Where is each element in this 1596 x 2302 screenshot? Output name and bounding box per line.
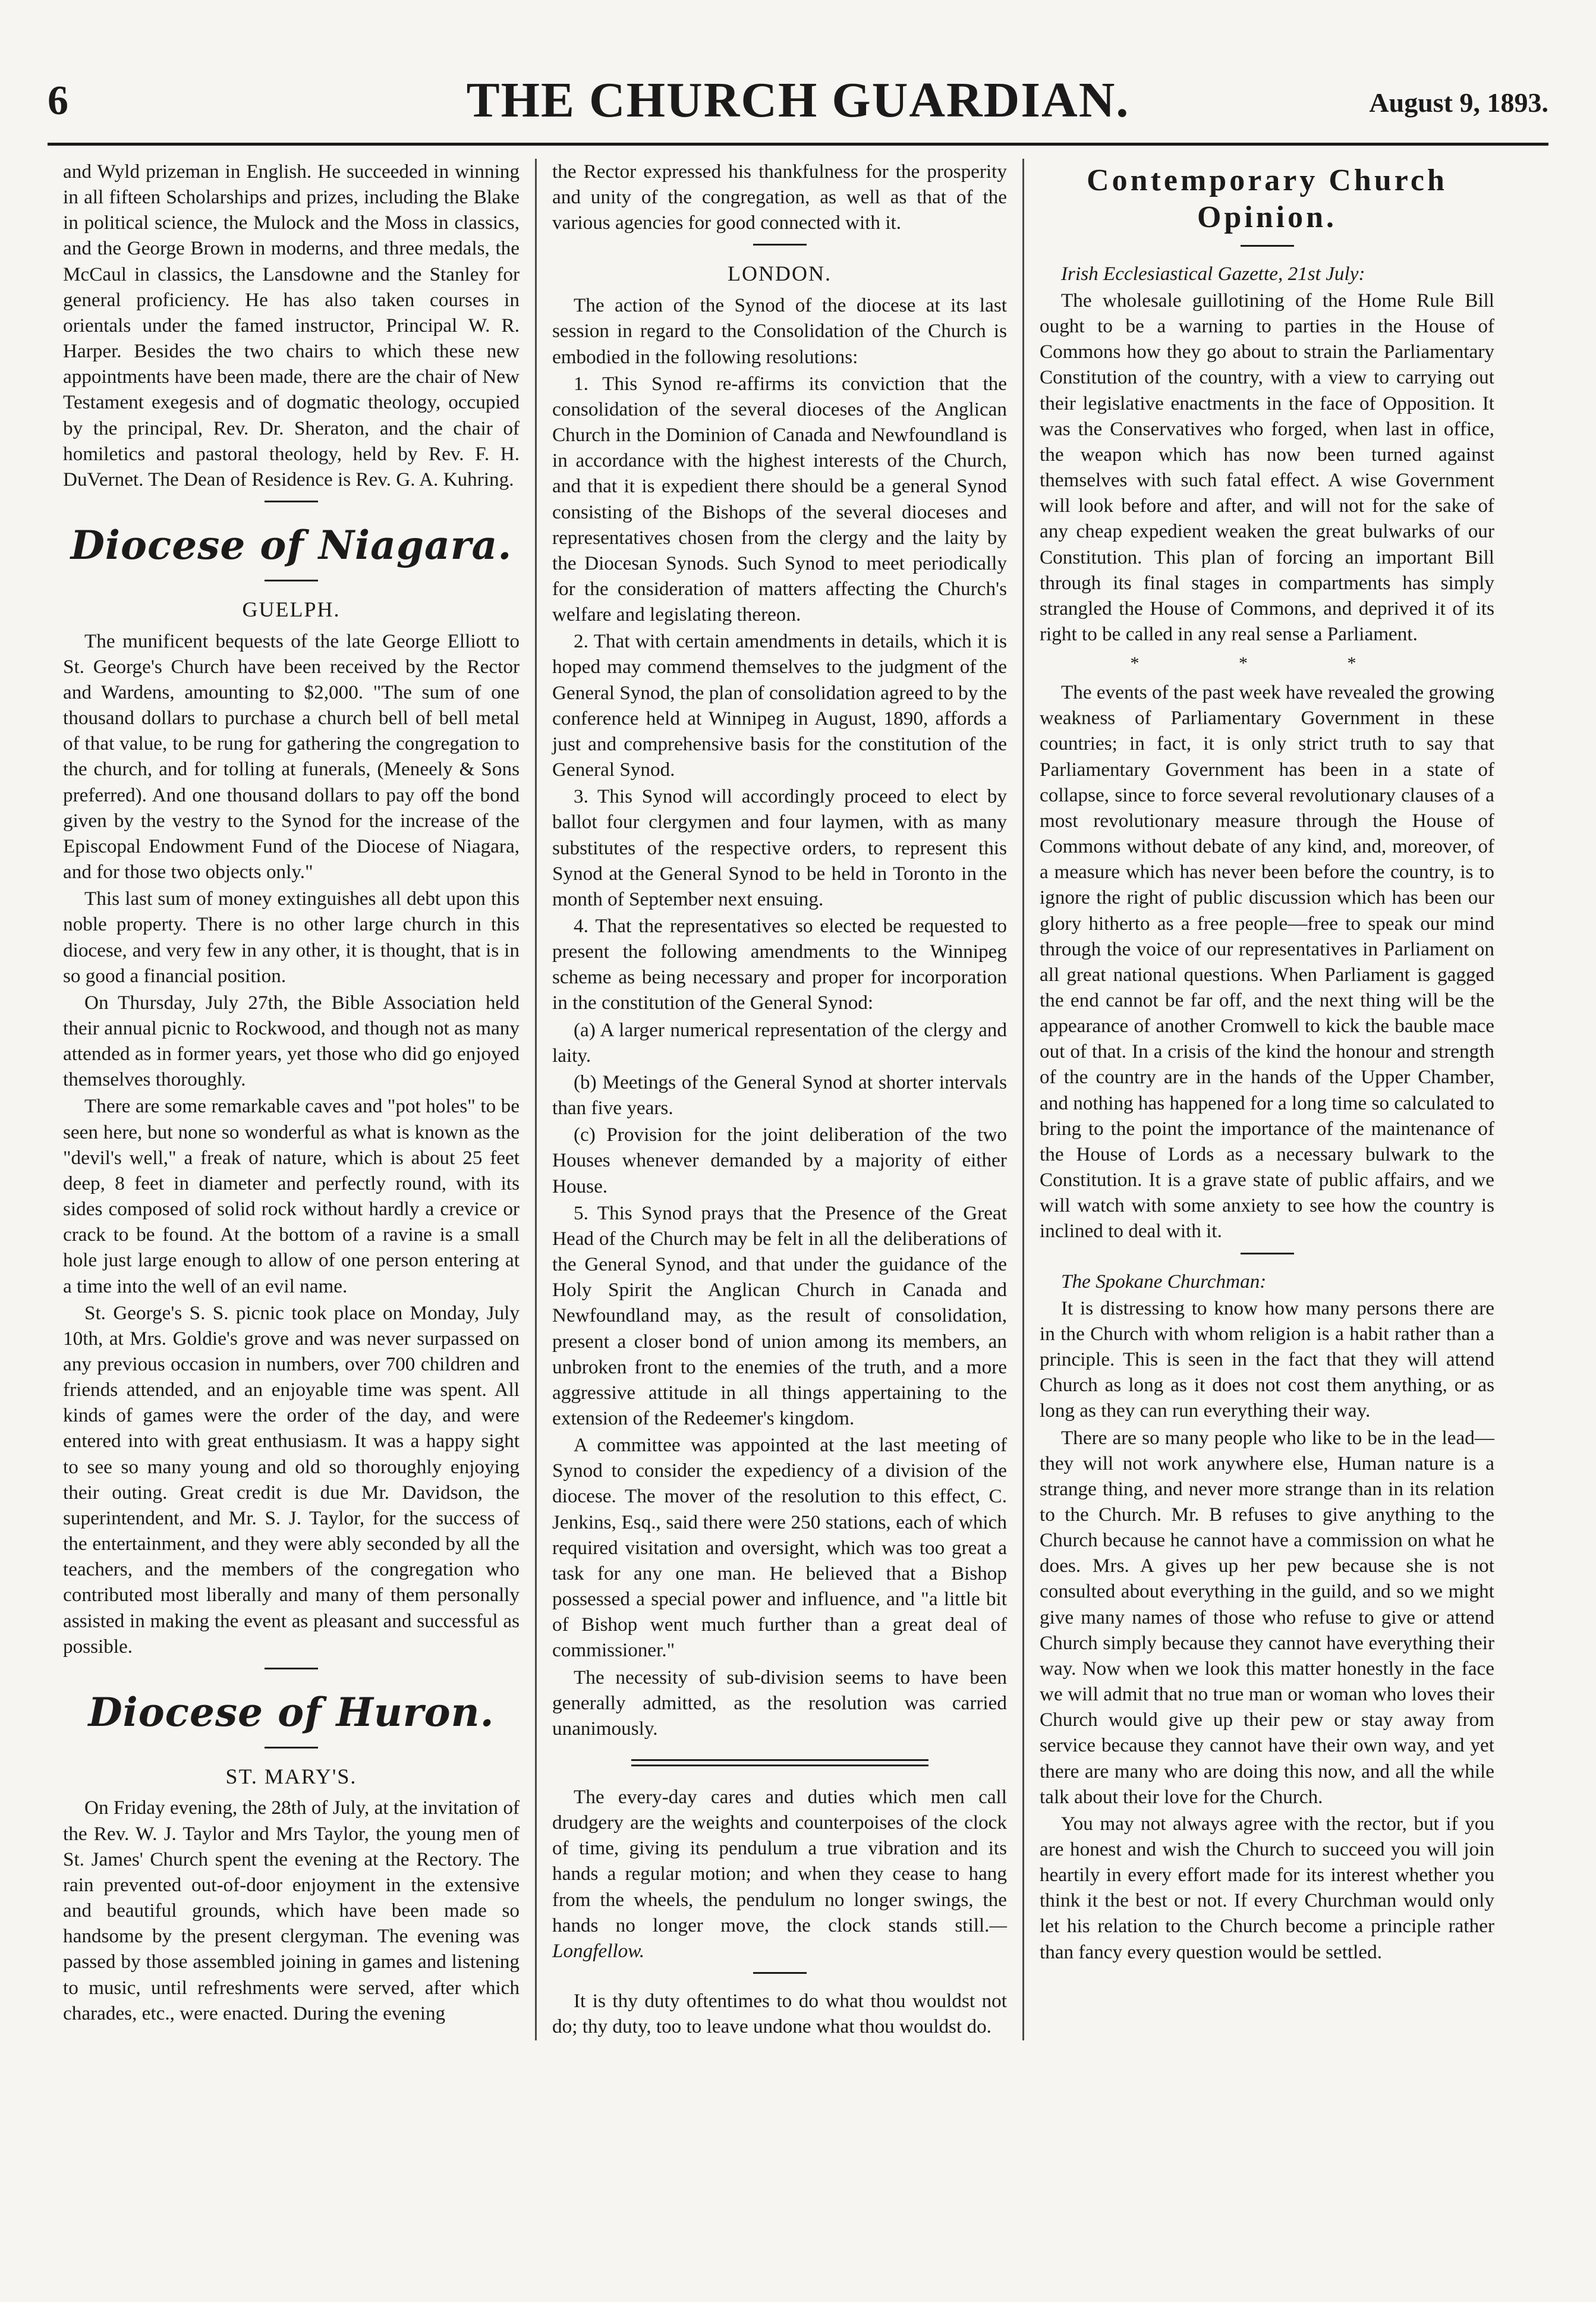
page-number: 6 <box>48 78 68 124</box>
paragraph: The necessity of sub-division seems to have been generally admitted, as the resolution was carried unanimously. <box>552 1666 1007 1740</box>
source-citation: Irish Ecclesiastical Gazette, 21st July: <box>1061 262 1365 285</box>
paragraph: and Wyld prizeman in English. He succeeded in winning in all fifteen Scholarships and prizes, including the Blake in political science, the Mulock and the Moss in classics, and the George Brown in moderns, and three medals, the McCaul in classics, the Lansdowne and the Stanley for general proficiency. He has also taken courses in orientals under the famed instructor, Principal W. R. Harper. Besides the two chairs to which these new appointments have been made, there are the chair of New Testament exegesis and of dogmatic theology, occupied by the principal, Rev. Dr. Sheraton, and the chair of homiletics and pastoral theology, held by Rev. F. H. DuVernet. The Dean of Residence is Rev. G. A. Kuhring. <box>63 161 520 490</box>
paragraph: On Thursday, July 27th, the Bible Association held their annual picnic to Rockwood, and though not as many attended as in former years, yet those who did go enjoyed themselves thoroughly. <box>63 991 520 1091</box>
column-1 <box>48 159 535 2040</box>
paragraph: On Friday evening, the 28th of July, at the invitation of the Rev. W. J. Taylor and Mrs Taylor, the young men of St. James' Church spent the evening at the Rectory. The rain prevented out-of-door enjoyment in the extensive and beautiful grounds, which have been made so handsome by the present clergyman. The evening was passed by those assembled joining in games and listening to music, until refreshments were served, after which charades, etc., were enacted. During the evening <box>63 1797 520 2024</box>
quote-attribution: —Longfellow. <box>552 1914 1007 1962</box>
divider <box>753 1972 807 1974</box>
paragraph: St. George's S. S. picnic took place on Monday, July 10th, at Mrs. Goldie's grove and was never surpassed on any previous occasion in numbers, over 700 children and friends attended, and an enjoyable time was spent. All kinds of games were the order of the day, and were entered into with great enthusiasm. It was a happy sight to see so many young and old so thoroughly enjoying their outing. Great credit is due Mr. Davidson, the superintendent, and Mr. S. J. Taylor, for the success of the entertainment, and they were ably seconded by all the teachers, and the members of the congregation who contributed most liberally and many of them personally assisted in making the event as pleasant and successful as possible. <box>63 1301 520 1658</box>
resolution-3: 3. This Synod will accordingly proceed to elect by ballot four clergymen and four laymen, with as many substitutes of the respective orders, to represent this Synod at the General Synod to be held in Toronto in the month of September next ensuing. <box>552 785 1007 910</box>
column-2 <box>535 159 1022 2040</box>
section-heading-huron: Diocese of Huron. <box>88 1688 495 1735</box>
quote-text: The every-day cares and duties which men call drudgery are the weights and counterpoises of the clock of time, giving its pendulum a true vibration and its hands a regular motion; and when they cease to hang from the wheels, the pendulum no longer swings, the hands no longer move, the clock stands still. <box>552 1786 1007 1936</box>
paragraph: There are some remarkable caves and "pot holes" to be seen here, but none so wonderful as what is known as the "devil's well," a freak of nature, which is about 25 feet deep, 8 feet in diameter and perfectly round, with its sides composed of solid rock without hardly a crevice or crack to be found. At the bottom of a ravine is a small hole just large enough to allow of one person entering at a time into the well of an evil name. <box>63 1095 520 1297</box>
paragraph: The events of the past week have revealed the growing weakness of Parliamentary Government in these countries; in fact, it is only strict truth to say that Parliamentary Government has been in a state of collapse, since to force several revolutionary clauses of a most revolutionary measure through the House of Commons without debate of any kind, and, moreover, of a measure which has never been before the country, is to ignore the right of public discussion which has been our glory hitherto as a free people—free to speak our mind through the voice of our representatives in Parliament on all great national questions. When Parliament is gagged the end cannot be far off, and the next thing will be the appearance of another Cromwell to kick the bauble mace out of that. In a crisis of the kind the honour and strength of the country are in the hands of the Upper Chamber, and nothing has happened for a long time so calculated to bring to the point the importance of the maintenance of the House of Lords as a necessary bulwark to the Constitution. It is a grave state of public affairs, and we will watch with some anxiety to see how the country is inclined to deal with it. <box>1040 681 1494 1243</box>
divider <box>1241 1253 1294 1254</box>
amendment-b: (b) Meetings of the General Synod at shorter intervals than five years. <box>552 1071 1007 1119</box>
amendment-a: (a) A larger numerical representation of the clergy and laity. <box>552 1018 1007 1067</box>
paragraph: the Rector expressed his thankfulness for the prosperity and unity of the congregation, as well as that of the various agencies for good connected with it. <box>552 161 1007 234</box>
resolution-5: 5. This Synod prays that the Presence of the Great Head of the Church may be felt in all the deliberations of the General Synod, and that under the guidance of the Holy Spirit the Anglican Church in Canada and Newfoundland may, as the result of consolidation, present a closer bond of union among its members, an unbroken front to the enemies of the truth, and a more aggressive attitude in all things appertaining to the extension of the Redeemer's kingdom. <box>552 1202 1007 1429</box>
divider <box>265 1747 318 1748</box>
paragraph: This last sum of money extinguishes all debt upon this noble property. There is no other large church in this diocese, and very few in any other, it is thought, that is in so good a financial position. <box>63 888 520 987</box>
issue-date: August 9, 1893. <box>1369 87 1548 118</box>
dateline-london: LONDON. <box>728 262 832 286</box>
quote-paragraph: It is thy duty oftentimes to do what thou wouldst not do; thy duty, too to leave undone what thou wouldst do. <box>552 1990 1007 2038</box>
resolution-1: 1. This Synod re-affirms its conviction that the consolidation of the several dioceses of the Anglican Church in the Dominion of Canada and Newfoundland is in accordance with the highest interests of the Church, and that it is expedient there should be a general Synod consisting of the Bishops of the several dioceses and representatives chosen from the clergy and the laity by the Diocesan Synods. Such Synod to meet periodically for the consideration of matters affecting the Church's welfare and legislating thereon. <box>552 372 1007 626</box>
paragraph: It is distressing to know how many persons there are in the Church with whom religion is a habit rather than a principle. This is seen in the fact that they will attend Church as long as it does not cost them anything, or as long as they can run everything their way. <box>1040 1297 1494 1422</box>
dateline-guelph: GUELPH. <box>242 597 341 621</box>
paragraph: The action of the Synod of the diocese at its last session in regard to the Consolidation of the Church is embodied in the following resolutions: <box>552 294 1007 368</box>
page-header <box>48 71 1548 146</box>
resolution-2: 2. That with certain amendments in details, which it is hoped may commend themselves to the judgment of the General Synod, the plan of consolidation agreed to by the conference held at Winnipeg in August, 1890, affords a just and comprehensive basis for the constitution of the General Synod. <box>552 630 1007 781</box>
amendment-c: (c) Provision for the joint deliberation of the two Houses whenever demanded by a majority of either House. <box>552 1124 1007 1197</box>
paragraph: The wholesale guillotining of the Home Rule Bill ought to be a warning to parties in the House of Commons how they go about to strain the Parliamentary Constitution of the country, with a view to carrying out their legislative enactments in the face of Opposition. It was the Conservatives who forged, when last in office, the weapon which has now been turned against themselves with such fatal effect. A wise Government will look before and after, and will not for the sake of any cheap expedient weaken the great bulwarks of our Constitution. This plan of forcing an important Bill through its final stages in compartments has simply strangled the House of Commons, and deprived it of its right to be called in any real sense a Parliament. <box>1040 289 1494 645</box>
divider <box>1241 245 1294 247</box>
paragraph: There are so many people who like to be in the lead—they will not work anywhere else, Human nature is a strange thing, and never more strange than in its relation to the Church. Mr. B refuses to give anything to the Church because he cannot have a commission on what he does. Mrs. A gives up her pew because she is not consulted about everything in the guild, and so we might give many names of those who refuse to give or attend Church simply because they cannot have everything their way. Now when we look this matter honestly in the face we will admit that no true man or woman who loves their Church would give up their pew or stay away from service because they cannot have their own way, and yet there are many who are doing this now, and all the while talk about their love for the Church. <box>1040 1426 1494 1808</box>
section-break-stars: * * * <box>1130 653 1404 674</box>
article-columns <box>48 159 1548 2040</box>
divider <box>265 580 318 581</box>
column-3 <box>1022 159 1510 2040</box>
source-citation: The Spokane Churchman: <box>1061 1270 1267 1292</box>
divider <box>265 1668 318 1669</box>
quote-paragraph <box>552 1784 1007 1964</box>
dateline-st-marys: ST. MARY'S. <box>225 1764 357 1788</box>
divider <box>753 244 807 246</box>
section-heading-church-opinion: Contemporary Church Opinion. <box>1087 163 1447 235</box>
paragraph: You may not always agree with the rector, but if you are honest and wish the Church to succeed you will join heartily in every effort made for its interest whether you think it the best or not. If every Churchman would only let his relation to the Church become a principle rather than fancy every question would be settled. <box>1040 1812 1494 1963</box>
divider <box>265 501 318 502</box>
paragraph: The munificent bequests of the late George Elliott to St. George's Church have been received by the Rector and Wardens, amounting to $2,000. "The sum of one thousand dollars to purchase a church bell of bell metal of that value, to be rung for gathering the congregation to the church, and for tolling at funerals, (Meneely & Sons preferred). And one thousand dollars to pay off the bond given by the vestry to the Synod for the increase of the Episcopal Endowment Fund of the Diocese of Niagara, and for those two objects only." <box>63 630 520 883</box>
paragraph: A committee was appointed at the last meeting of Synod to consider the expediency of a division of the diocese. The mover of the resolution to this effect, C. Jenkins, Esq., said there were 250 stations, each of which required visitation and oversight, which was too great a task for any one man. He believed that a Bishop possessed a special power and influence, and "a little bit of Bishop went much further than a great deal of commissioner." <box>552 1434 1007 1662</box>
masthead-title: THE CHURCH GUARDIAN. <box>466 73 1130 128</box>
section-heading-niagara: Diocese of Niagara. <box>70 522 512 569</box>
resolution-4: 4. That the representatives so elected be requested to present the following amendments to the Winnipeg scheme as being necessary and proper for incorporation in the constitution of the General Synod: <box>552 915 1007 1014</box>
double-divider <box>631 1759 928 1766</box>
